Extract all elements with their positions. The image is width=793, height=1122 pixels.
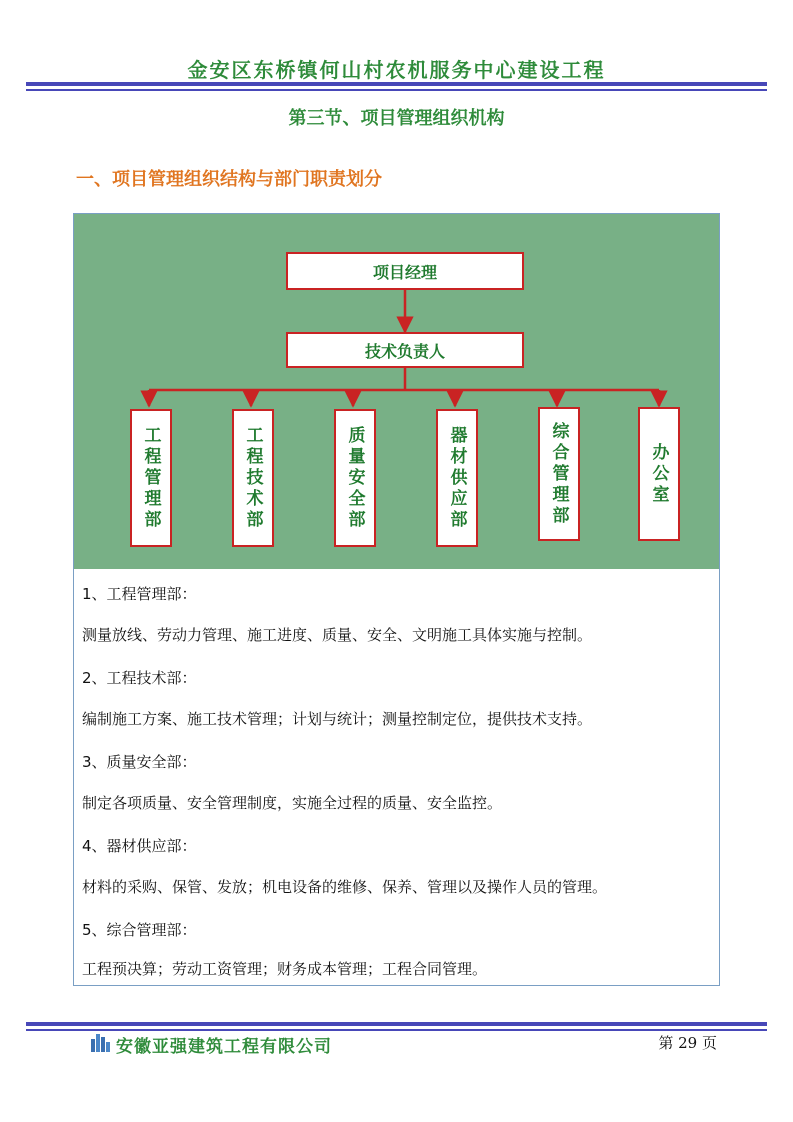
org-chart bbox=[74, 214, 719, 569]
header-rule-thin bbox=[26, 89, 767, 91]
node-technical-lead: 技术负责人 bbox=[286, 332, 524, 368]
node-dept-quality-safety: 质量安全部 bbox=[334, 409, 376, 547]
responsibility-heading: 5、综合管理部： bbox=[82, 921, 197, 939]
responsibility-heading: 1、工程管理部： bbox=[82, 585, 197, 603]
footer-rule-thin bbox=[26, 1029, 767, 1031]
header-rule bbox=[26, 82, 767, 86]
footer-company-name: 安徽亚强建筑工程有限公司 bbox=[116, 1037, 332, 1057]
responsibility-heading: 4、器材供应部： bbox=[82, 837, 197, 855]
node-dept-general-management: 综合管理部 bbox=[538, 407, 580, 541]
responsibility-text: 制定各项质量、安全管理制度，实施全过程的质量、安全监控。 bbox=[82, 794, 503, 812]
section-title: 第三节、项目管理组织机构 bbox=[288, 108, 505, 129]
node-dept-office: 办公室 bbox=[638, 407, 680, 541]
responsibility-text: 材料的采购、保管、发放；机电设备的维修、保养、管理以及操作人员的管理。 bbox=[82, 878, 608, 896]
node-project-manager: 项目经理 bbox=[286, 252, 524, 290]
responsibility-text: 编制施工方案、施工技术管理；计划与统计；测量控制定位，提供技术支持。 bbox=[82, 710, 593, 728]
subsection-title: 一、项目管理组织结构与部门职责划分 bbox=[76, 169, 382, 190]
footer-rule bbox=[26, 1022, 767, 1026]
company-logo-icon bbox=[90, 1031, 112, 1053]
responsibility-heading: 2、工程技术部： bbox=[82, 669, 197, 687]
document-header-title: 金安区东桥镇何山村农机服务中心建设工程 bbox=[187, 58, 606, 82]
responsibility-text: 工程预决算；劳动工资管理；财务成本管理；工程合同管理。 bbox=[82, 960, 488, 978]
node-dept-engineering-management: 工程管理部 bbox=[130, 409, 172, 547]
node-dept-equipment-supply: 器材供应部 bbox=[436, 409, 478, 547]
org-structure-box bbox=[73, 213, 720, 986]
node-dept-engineering-technology: 工程技术部 bbox=[232, 409, 274, 547]
responsibility-heading: 3、质量安全部： bbox=[82, 753, 197, 771]
footer-page-number: 第 29 页 bbox=[658, 1034, 717, 1052]
responsibility-text: 测量放线、劳动力管理、施工进度、质量、安全、文明施工具体实施与控制。 bbox=[82, 626, 593, 644]
